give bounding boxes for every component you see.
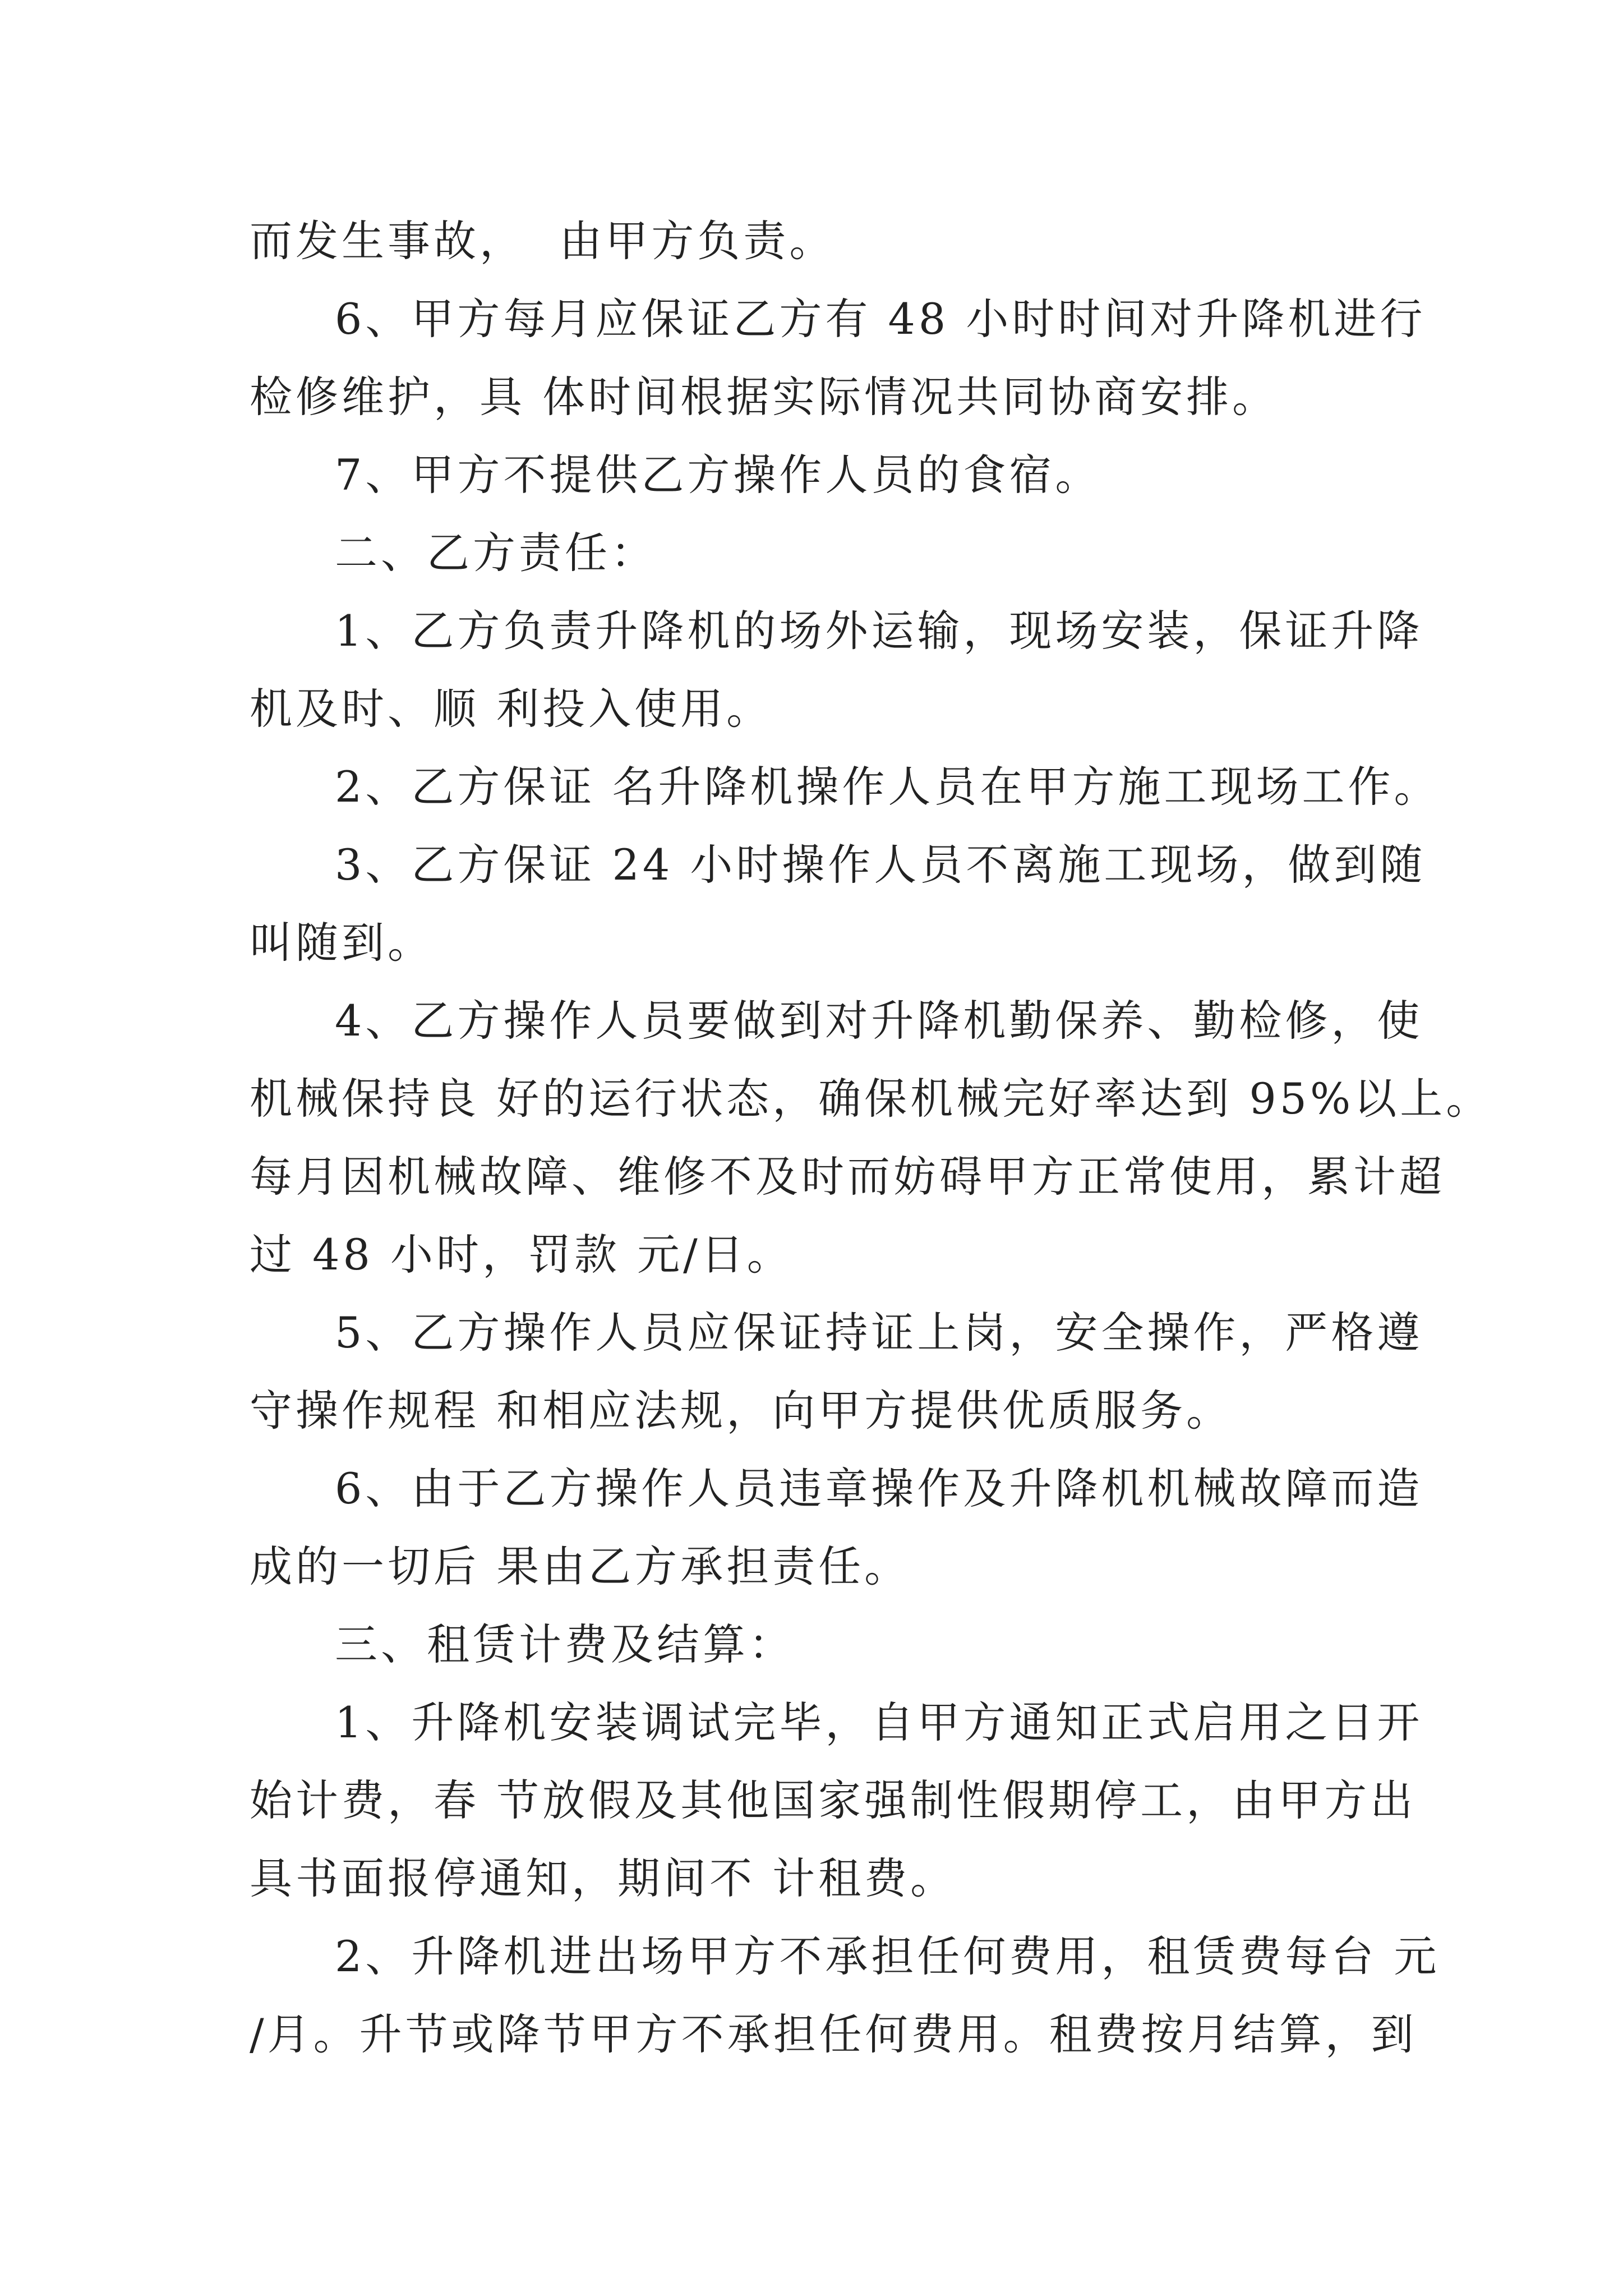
text-line: 三、租赁计费及结算： — [335, 1619, 795, 1669]
text-line: /月。升节或降节甲方不承担任何费用。租费按月结算，到 — [250, 2009, 1417, 2059]
text-line: 守操作规程 和相应法规，向甲方提供优质服务。 — [250, 1386, 1233, 1435]
text-line: 叫随到。 — [250, 918, 434, 968]
text-line: 机械保持良 好的运行状态，确保机械完好率达到 95%以上。 — [250, 1074, 1492, 1124]
text-line: 6、甲方每月应保证乙方有 48 小时时间对升降机进行 — [335, 294, 1426, 344]
text-line: 每月因机械故障、维修不及时而妨碍甲方正常使用，累计超 — [250, 1152, 1445, 1202]
text-line: 6、由于乙方操作人员违章操作及升降机机械故障而造 — [335, 1464, 1423, 1513]
text-line: 2、乙方保证 名升降机操作人员在甲方施工现场工作。 — [335, 762, 1440, 812]
text-line: 1、升降机安装调试完毕，自甲方通知正式启用之日开 — [335, 1697, 1423, 1747]
text-line: 4、乙方操作人员要做到对升降机勤保养、勤检修，使 — [335, 996, 1423, 1046]
contract-text — [250, 202, 1492, 2073]
text-line: 机及时、顺 利投入使用。 — [250, 684, 773, 734]
text-line: 7、甲方不提供乙方操作人员的食宿。 — [335, 450, 1101, 500]
text-line: 成的一切后 果由乙方承担责任。 — [250, 1542, 911, 1591]
text-line: 检修维护，具 体时间根据实际情况共同协商安排。 — [250, 372, 1279, 422]
text-line: 过 48 小时，罚款 元/日。 — [250, 1230, 793, 1280]
text-line: 具书面报停通知，期间不 计租费。 — [250, 1853, 957, 1903]
text-line: 1、乙方负责升降机的场外运输，现场安装，保证升降 — [335, 606, 1423, 656]
text-line: 而发生事故， 由甲方负责。 — [250, 216, 836, 266]
text-line: 二、乙方责任： — [335, 528, 657, 578]
text-line: 始计费，春 节放假及其他国家强制性假期停工，由甲方出 — [250, 1775, 1417, 1825]
text-line: 3、乙方保证 24 小时操作人员不离施工现场，做到随 — [335, 840, 1426, 890]
text-line: 2、升降机进出场甲方不承担任何费用，租赁费每台 元 — [335, 1931, 1440, 1981]
text-line: 5、乙方操作人员应保证持证上岗，安全操作，严格遵 — [335, 1308, 1423, 1358]
